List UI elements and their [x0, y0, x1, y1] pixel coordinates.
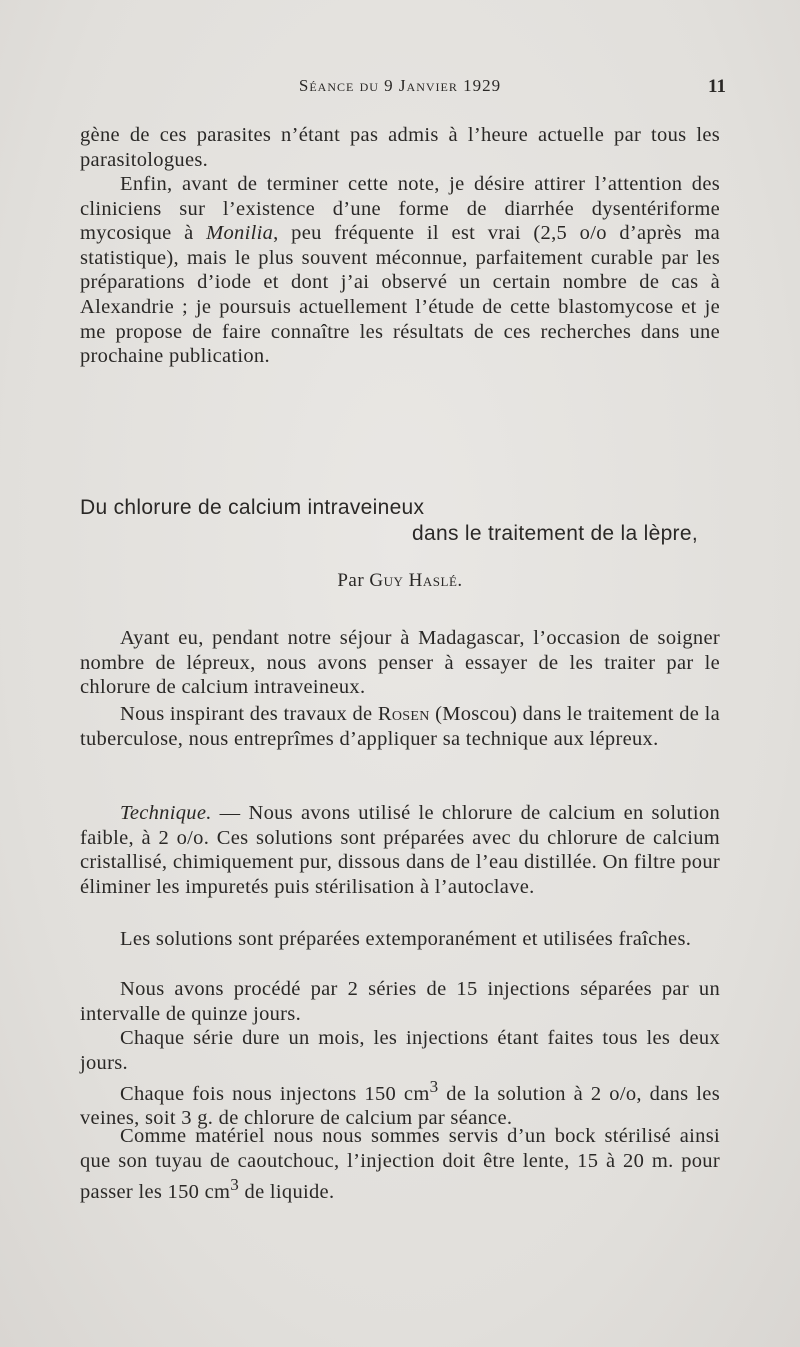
paragraph-solutions: Les solutions sont préparées extemporanément et utilisées fraîches.	[120, 928, 692, 950]
running-head	[80, 76, 726, 100]
superscript: 3	[429, 1077, 439, 1096]
superscript: 3	[230, 1175, 240, 1195]
author-reference: Rosen	[377, 703, 430, 725]
article-title-line-2: dans le traitement de la lèpre,	[412, 522, 698, 545]
paragraph-rosen	[80, 702, 720, 751]
article-title-line-1: Du chlorure de calcium intraveineux	[80, 496, 425, 519]
running-title: Séance du 9 Janvier 1929	[298, 76, 502, 95]
text: de liquide.	[239, 1181, 335, 1204]
paragraph-conclusion: Enfin, avant de terminer cette note, je désire attirer l’attention des cliniciens sur l’existence d’une forme de diarrhée dysentériforme mycosique à Monilia, peu fréquente il est vrai (2,5 o/o d’après ma statistique), mais le plus souvent méconnue, parfaitement curable par les préparations d’iode et dont j’ai observé un certain nombre de cas à Alexandrie ; je poursuis actuellement l’étude de cette blastomycose et je me propose de faire connaître les résultats de ces recherches dans une prochaine publication.	[80, 173, 721, 368]
paragraph-intro: Ayant eu, pendant notre séjour à Madagascar, l’occasion de soigner nombre de lépreux, nous avons penser à essayer de les traiter par le chlorure de calcium intraveineux.	[80, 627, 720, 699]
text: Chaque fois nous injectons 150 cm	[120, 1082, 430, 1105]
text: Comme matériel nous nous sommes servis d’un bock stérilisé ainsi que son tuyau de caoutchouc, l’injection doit être lente, 15 à 20 m. pour passer les 150 cm	[80, 1125, 720, 1204]
paragraph-technique	[80, 801, 720, 899]
byline	[80, 570, 720, 592]
genus-name: Monilia	[206, 222, 274, 245]
byline-prefix: Par	[337, 570, 365, 591]
text: (Moscou) dans le traitement de la tuberculose, nous entreprîmes d’appliquer sa technique aux lépreux.	[80, 703, 721, 750]
paragraph-continuation: gène de ces parasites n’étant pas admis à l’heure actuelle par tous les parasitologues.	[80, 124, 720, 171]
text: Nous inspirant des travaux de	[120, 703, 378, 725]
page-number: 11	[708, 76, 726, 97]
text: de la solution à 2 o/o, dans les veines, soit 3 g. de chlorure de calcium par séance.	[80, 1082, 720, 1130]
section-label: Technique.	[120, 802, 212, 824]
paragraph-duration: Chaque série dure un mois, les injections étant faites tous les deux jours.	[80, 1027, 720, 1074]
paragraph-material	[80, 1124, 720, 1205]
text: — Nous avons utilisé le chlorure de calcium en solution faible, à 2 o/o. Ces solutions sont préparées avec du chlorure de calcium cristallisé, chimiquement pur, dissous dans de l’eau distillée. On filtre pour éliminer les impuretés puis stérilisation à l’autoclave.	[80, 802, 720, 898]
paragraph-series: Nous avons procédé par 2 séries de 15 injections séparées par un intervalle de quinze jours.	[80, 978, 720, 1025]
author-name: Guy Haslé.	[369, 570, 463, 591]
paragraph-dose	[80, 1075, 720, 1131]
